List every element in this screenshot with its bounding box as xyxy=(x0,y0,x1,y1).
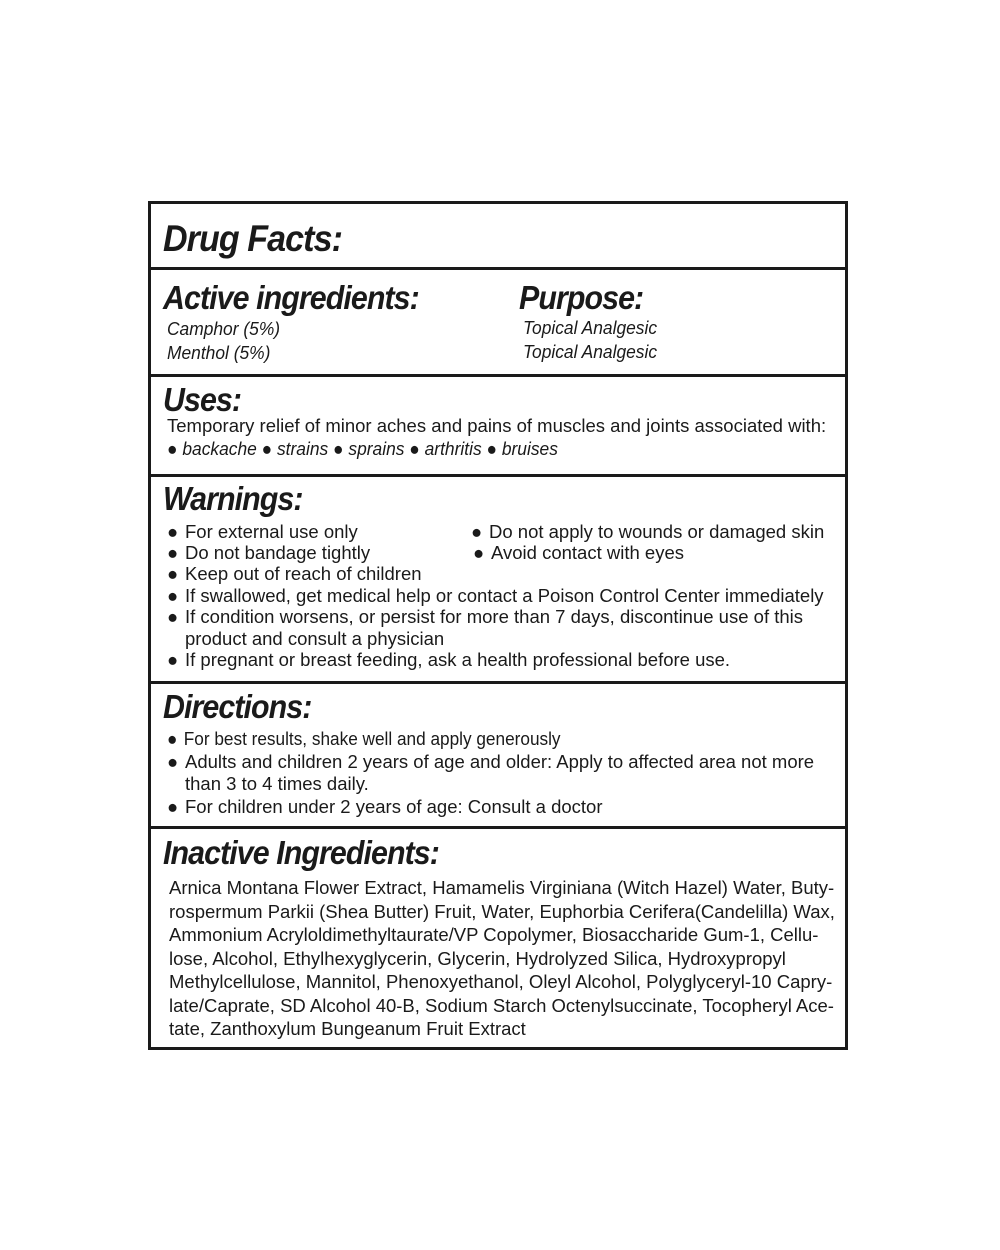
bullet-icon: ● xyxy=(409,438,420,459)
warning-item: ● If swallowed, get medical help or contact a Poison Control Center immediately xyxy=(167,585,824,606)
direction-item: ● For best results, shake well and apply generously xyxy=(167,728,561,749)
inactive-ingredients-text xyxy=(169,876,837,1041)
bullet-icon: ● xyxy=(167,649,179,670)
bullet-icon: ● xyxy=(167,751,179,772)
use-item: arthritis xyxy=(424,438,482,459)
inactive-line: late/Caprate, SD Alcohol 40-B, Sodium Starch Octenylsuccinate, Tocopheryl Ace- xyxy=(169,994,834,1016)
warning-item: ● Avoid contact with eyes xyxy=(473,542,684,563)
inactive-line: tate, Zanthoxylum Bungeanum Fruit Extract xyxy=(169,1018,526,1039)
use-item: backache xyxy=(182,438,257,459)
page-title: Drug Facts: xyxy=(163,218,343,259)
drug-facts-panel xyxy=(148,201,848,1050)
warnings-heading: Warnings: xyxy=(163,480,303,517)
inactive-line: Ammonium Acryloldimethyltaurate/VP Copolymer, Biosaccharide Gum-1, Cellu- xyxy=(169,924,819,945)
bullet-icon: ● xyxy=(167,563,179,584)
bullet-icon: ● xyxy=(167,521,179,542)
uses-heading: Uses: xyxy=(163,381,242,418)
inactive-line: Methylcellulose, Mannitol, Phenoxyethanol, Oleyl Alcohol, Polyglyceryl-10 Capry- xyxy=(169,971,833,992)
bullet-icon: ● xyxy=(167,438,178,459)
bullet-icon: ● xyxy=(167,585,179,606)
warning-item: ● For external use only xyxy=(167,521,358,542)
warning-item: ● Keep out of reach of children xyxy=(167,563,422,584)
bullet-icon: ● xyxy=(486,438,497,459)
warning-item: ● If condition worsens, or persist for more than 7 days, discontinue use of this xyxy=(167,606,804,627)
bullet-icon: ● xyxy=(167,606,179,627)
bullet-icon: ● xyxy=(471,521,483,542)
inactive-line: Arnica Montana Flower Extract, Hamamelis Virginiana (Witch Hazel) Water, Buty- xyxy=(169,877,835,898)
bullet-icon: ● xyxy=(473,542,485,563)
bullet-icon: ● xyxy=(167,542,179,563)
divider xyxy=(151,374,845,377)
active-ingredient: Menthol (5%) xyxy=(167,342,271,363)
active-ingredient: Camphor (5%) xyxy=(167,318,281,339)
uses-text: Temporary relief of minor aches and pains of muscles and joints associated with: xyxy=(167,415,827,436)
warning-item-continued: product and consult a physician xyxy=(185,628,445,649)
bullet-icon: ● xyxy=(333,438,344,459)
bullet-icon: ● xyxy=(167,796,179,817)
inactive-line: rospermum Parkii (Shea Butter) Fruit, Water, Euphorbia Cerifera(Candelilla) Wax, xyxy=(169,900,835,922)
direction-item: ● Adults and children 2 years of age and older: Apply to affected area not more xyxy=(167,751,815,772)
use-item: strains xyxy=(276,438,329,459)
direction-item-continued: than 3 to 4 times daily. xyxy=(185,773,369,794)
uses-list xyxy=(167,438,558,460)
divider xyxy=(151,474,845,477)
warning-item: ● Do not apply to wounds or damaged skin xyxy=(471,521,825,542)
purpose-item: Topical Analgesic xyxy=(523,341,658,362)
warning-item: ● Do not bandage tightly xyxy=(167,542,371,563)
use-item: sprains xyxy=(348,438,405,459)
inactive-ingredients-heading: Inactive Ingredients: xyxy=(163,834,439,871)
purpose-item: Topical Analgesic xyxy=(523,317,658,338)
direction-item: ● For children under 2 years of age: Consult a doctor xyxy=(167,796,603,817)
active-ingredients-heading: Active ingredients: xyxy=(163,279,419,316)
inactive-line: lose, Alcohol, Ethylhexyglycerin, Glycerin, Hydrolyzed Silica, Hydroxypropyl xyxy=(169,947,786,969)
use-item: bruises xyxy=(501,438,558,459)
purpose-heading: Purpose: xyxy=(519,279,644,316)
directions-heading: Directions: xyxy=(163,688,312,725)
bullet-icon: ● xyxy=(261,438,273,459)
divider xyxy=(151,267,845,270)
divider xyxy=(151,681,845,684)
divider xyxy=(151,826,845,829)
warning-item: ● If pregnant or breast feeding, ask a health professional before use. xyxy=(167,649,731,670)
bullet-icon: ● xyxy=(167,728,178,749)
